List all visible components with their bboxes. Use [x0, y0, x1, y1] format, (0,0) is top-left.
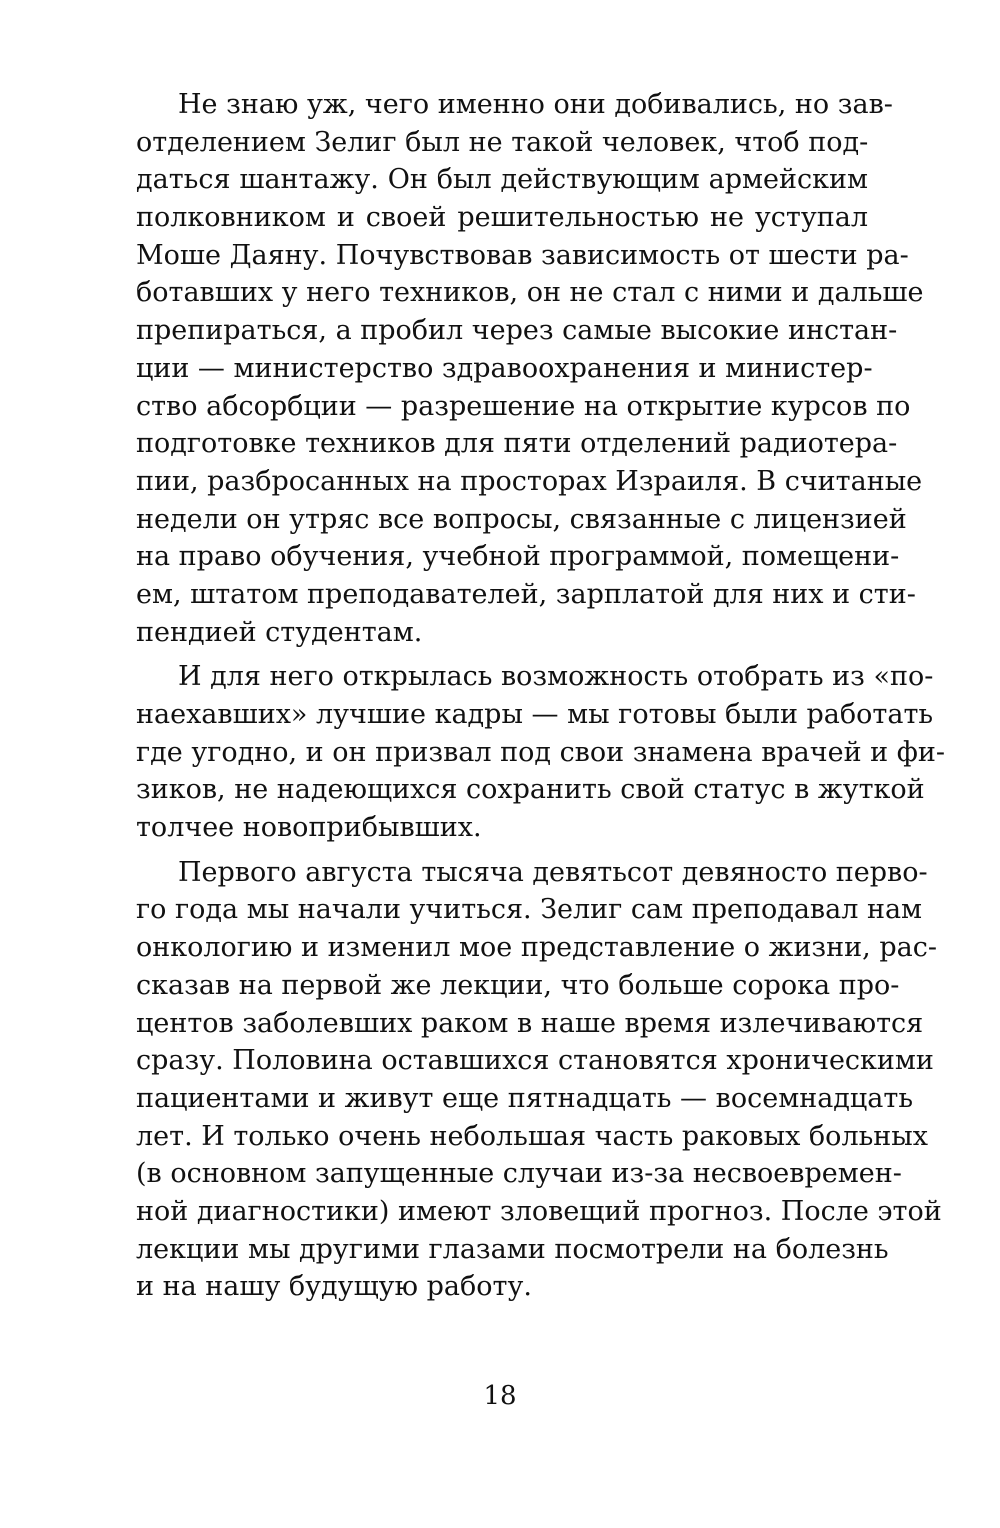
text-line: зиков, не надеющихся сохранить свой статус в жуткой: [136, 774, 925, 806]
text-line: пендией студентам.: [136, 616, 423, 648]
text-line: недели он утряс все вопросы, связанные с лицензией: [136, 503, 907, 535]
text-line: лет. И только очень небольшая часть раковых больных: [136, 1120, 929, 1152]
text-line: полковником и своей решительностью не уступал: [136, 202, 868, 234]
text-line: центов заболевших раком в наше время излечиваются: [136, 1007, 924, 1039]
text-line: сказав на первой же лекции, что больше сорока про-: [136, 969, 900, 1001]
page-number: 18: [483, 1381, 517, 1411]
text-line: И для него открылась возможность отобрать из «по-: [178, 661, 934, 693]
text-line: ство абсорбции — разрешение на открытие курсов по: [136, 390, 911, 422]
text-line: где угодно, и он призвал под свои знамена врачей и фи-: [136, 736, 946, 768]
text-line: пии, разбросанных на просторах Израиля. В считаные: [136, 465, 923, 497]
text-line: и на нашу будущую работу.: [136, 1271, 532, 1303]
paragraph-1: [136, 86, 924, 651]
text-line: препираться, а пробил через самые высокие инстан-: [136, 315, 898, 347]
text-line: лекции мы другими глазами посмотрели на болезнь: [136, 1233, 889, 1265]
text-line: наехавших» лучшие кадры — мы готовы были работать: [136, 699, 934, 730]
text-line: сразу. Половина оставшихся становятся хроническими: [136, 1045, 934, 1077]
text-line: отделением Зелиг был не такой человек, чтоб под-: [136, 126, 869, 158]
text-line: ной диагностики) имеют зловещий прогноз. После этой: [136, 1195, 942, 1227]
text-line: ем, штатом преподавателей, зарплатой для них и сти-: [136, 578, 916, 610]
text-line: подготовке техников для пяти отделений радиотера-: [136, 428, 898, 460]
text-line: ботавших у него техников, он не стал с ними и дальше: [136, 277, 924, 309]
paragraph-3: [136, 854, 942, 1306]
paragraph-2: [136, 658, 946, 846]
text-line: Моше Даяну. Почувствовав зависимость от шести ра-: [136, 239, 909, 271]
text-line: на право обучения, учебной программой, помещени-: [136, 541, 900, 573]
body-text: [136, 86, 946, 1313]
text-line: Первого августа тысяча девятьсот девяносто перво-: [178, 856, 928, 888]
text-line: толчее новоприбывших.: [136, 812, 482, 844]
text-line: даться шантажу. Он был действующим армейским: [136, 164, 868, 196]
text-line: го года мы начали учиться. Зелиг сам преподавал нам: [136, 894, 923, 926]
text-line: онкологию и изменил мое представление о жизни, рас-: [136, 932, 937, 964]
text-line: Не знаю уж, чего именно они добивались, но зав-: [178, 89, 893, 120]
text-line: (в основном запущенные случаи из-за несвоевремен-: [136, 1158, 902, 1190]
text-line: пациентами и живут еще пятнадцать — восемнадцать: [136, 1082, 914, 1114]
text-line: ции — министерство здравоохранения и министер-: [136, 352, 873, 384]
